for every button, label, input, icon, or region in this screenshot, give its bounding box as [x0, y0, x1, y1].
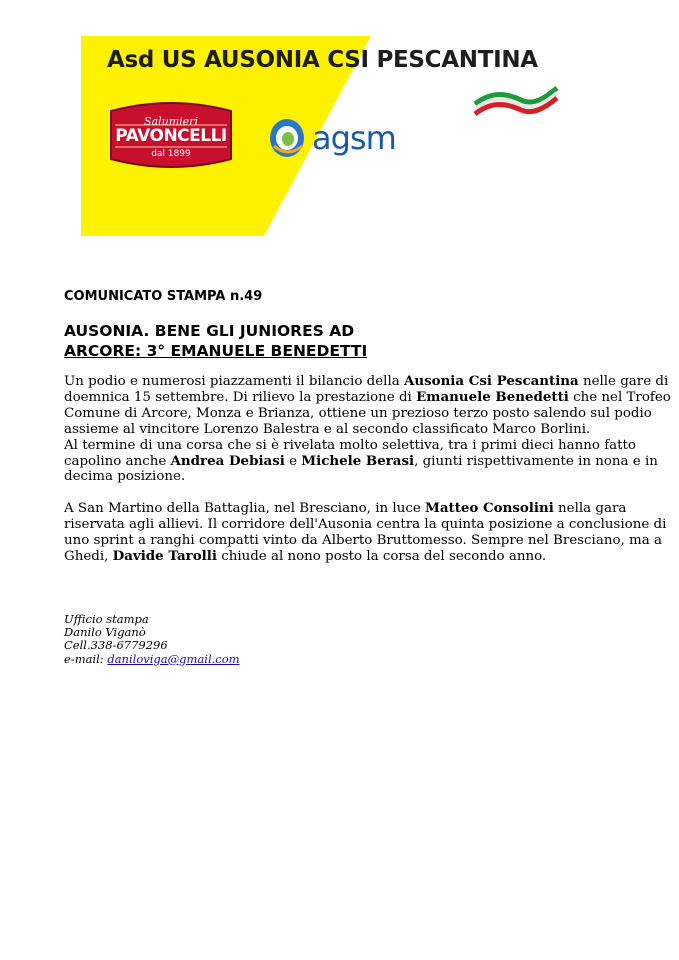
text: e	[284, 453, 302, 469]
text-line: riservata agli allievi. Il corridore dell'Ausonia centra la quinta posizione a conclusione di	[64, 517, 667, 533]
text: che nel Trofeo	[568, 389, 671, 405]
agsm-name: agsm	[312, 119, 396, 157]
team-name: Ausonia Csi Pescantina	[403, 373, 579, 389]
signature-phone: Cell.338-6779296	[64, 638, 168, 653]
article-body	[64, 373, 671, 581]
text-line: decima posizione.	[64, 469, 186, 485]
text-line	[64, 501, 644, 517]
text: capolino anche	[64, 453, 171, 469]
text-line: Comune di Arcore, Monza e Brianza, ottiene un prezioso terzo posto salendo sul podio	[64, 405, 652, 421]
text-line	[64, 549, 644, 565]
paragraph-1	[64, 373, 671, 485]
text: nella gara	[553, 501, 627, 517]
text-line	[64, 452, 658, 470]
signature-name: Danilo Viganò	[64, 625, 146, 640]
text-line: uno sprint a ranghi compatti vinto da Alberto Bruttomesso. Sempre nel Bresciano, ma a	[64, 533, 662, 549]
text: Un podio e numerosi piazzamenti il bilancio della	[64, 374, 404, 389]
agsm-logo	[268, 116, 418, 166]
signature	[64, 613, 240, 666]
text-line	[64, 373, 669, 390]
text: A San Martino della Battaglia, nel Bresciano, in luce	[64, 501, 426, 517]
text-line	[64, 388, 671, 406]
athlete-name: Matteo Consolini	[425, 500, 554, 517]
club-title: Asd US AUSONIA CSI PESCANTINA	[107, 47, 538, 73]
athlete-name: Davide Tarolli	[112, 548, 217, 565]
text: , giunti rispettivamente in nona e in	[414, 453, 658, 469]
agsm-drop-icon	[268, 116, 308, 160]
text: doemnica 15 settembre. Di rilievo la prestazione di	[64, 389, 417, 405]
pavoncelli-tagline: Salumieri	[144, 115, 198, 128]
athlete-name: Emanuele Benedetti	[416, 388, 569, 405]
email-link[interactable]: daniloviga@gmail.com	[107, 651, 240, 666]
email-label: e-mail:	[64, 651, 108, 666]
text: chiude al nono posto la corsa del secondo anno.	[216, 549, 547, 565]
text-line: assieme al vincitore Lorenzo Balestra e al secondo classificato Marco Borlini.	[64, 421, 591, 437]
athlete-name: Andrea Debiasi	[170, 452, 285, 469]
press-release-number: COMUNICATO STAMPA n.49	[64, 289, 263, 304]
headline	[64, 321, 367, 361]
italian-flag-ribbon-icon	[473, 84, 559, 116]
signature-office: Ufficio stampa	[64, 612, 149, 626]
headline-line-1: AUSONIA. BENE GLI JUNIORES AD	[64, 322, 355, 340]
pavoncelli-year: dal 1899	[151, 149, 191, 159]
text: Ghedi,	[64, 549, 113, 565]
text: nelle gare di	[578, 374, 669, 389]
headline-line-2: ARCORE: 3° EMANUELE BENEDETTI	[64, 342, 368, 360]
pavoncelli-name: PAVONCELLI	[115, 126, 227, 146]
header-banner	[81, 36, 601, 236]
paragraph-2	[64, 500, 667, 565]
pavoncelli-logo	[105, 101, 237, 171]
text-line: Al termine di una corsa che si è rivelata molto selettiva, tra i primi dieci hanno fatto	[64, 437, 636, 453]
signature-email-line	[64, 653, 240, 666]
athlete-name: Michele Berasi	[301, 452, 415, 469]
